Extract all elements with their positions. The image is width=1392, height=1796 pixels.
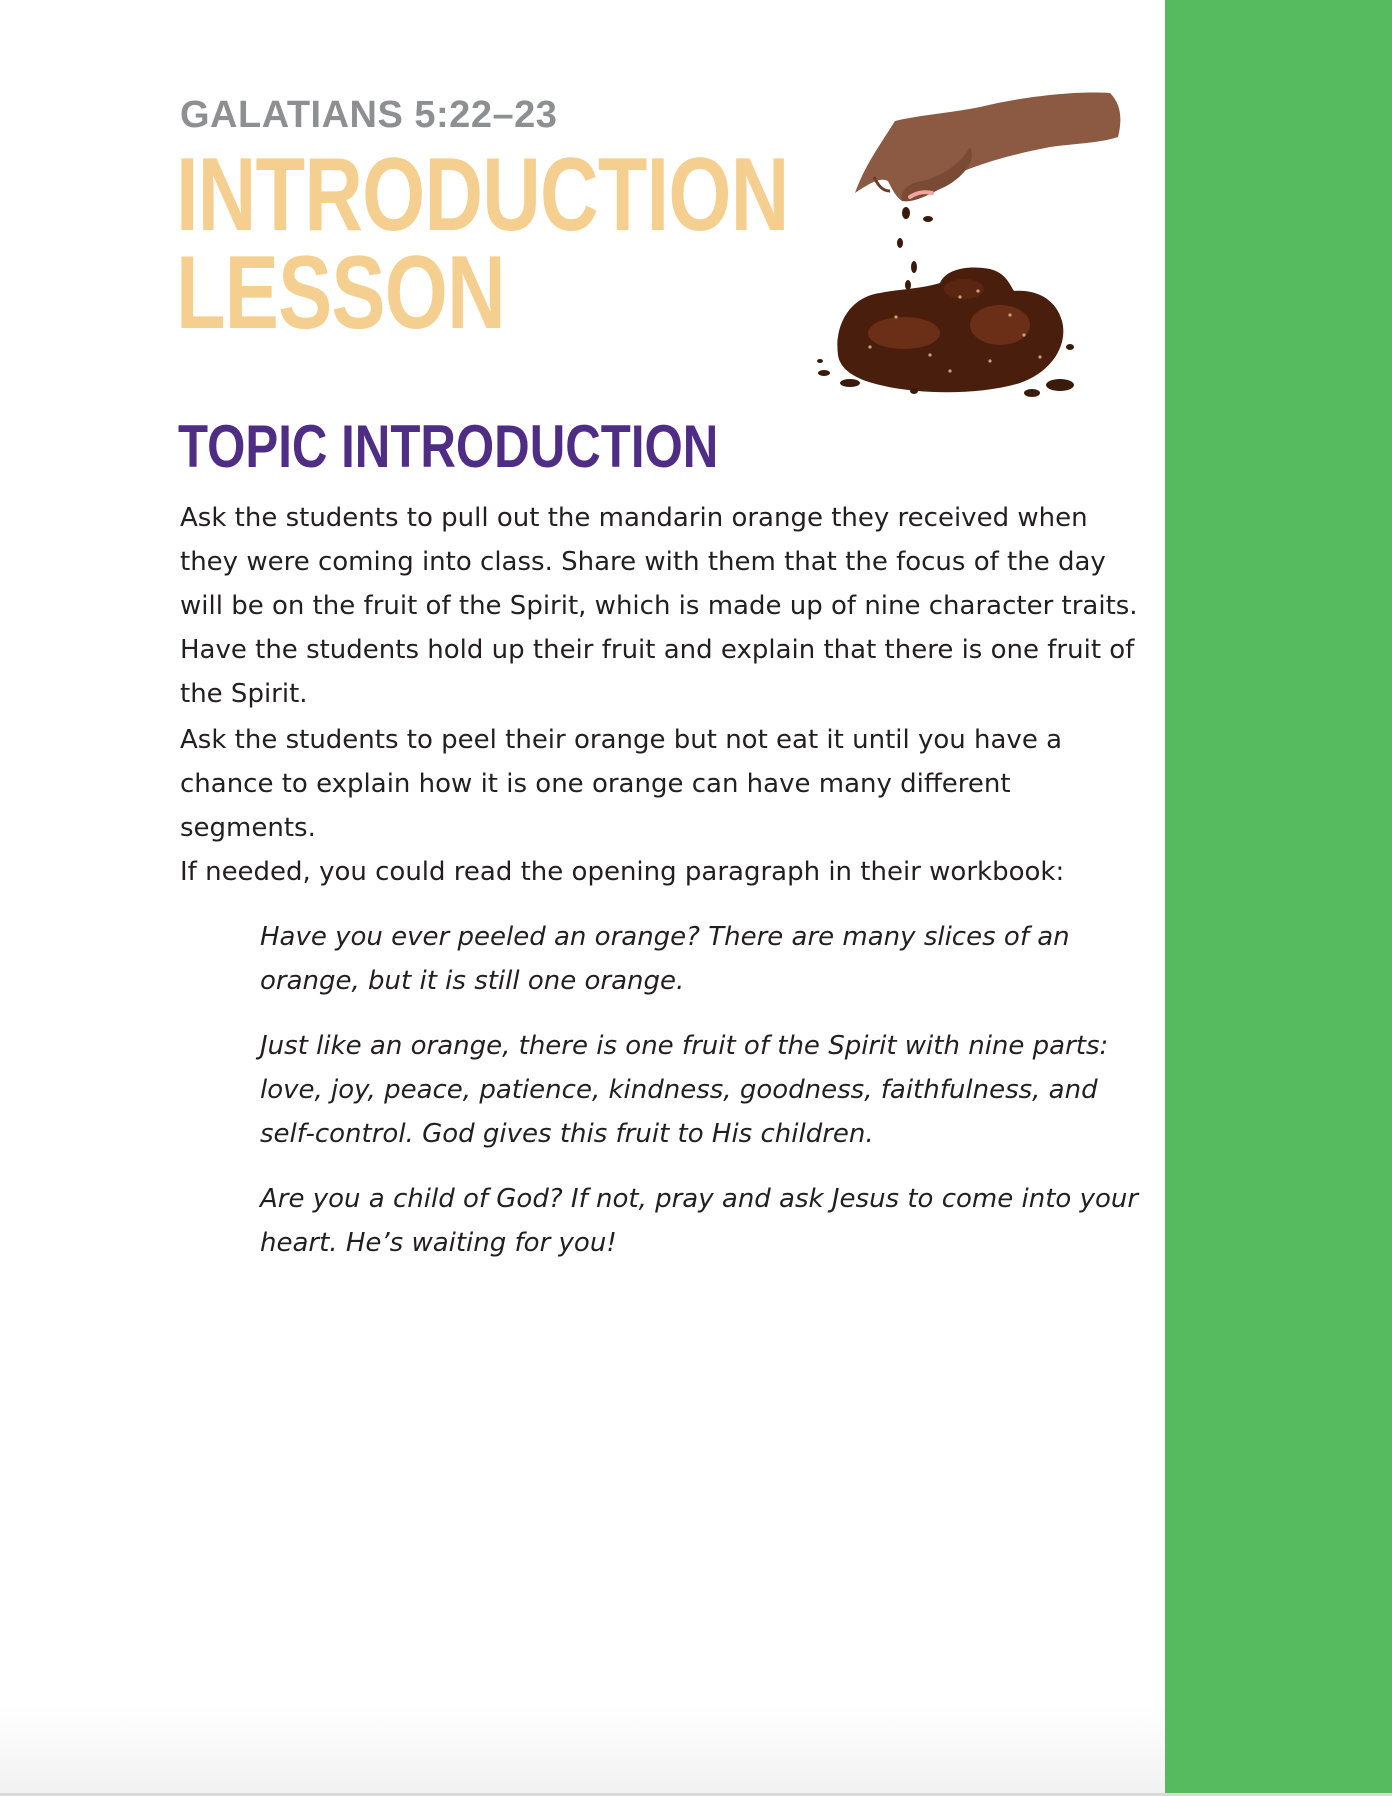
title-line-2: LESSON: [176, 235, 505, 351]
hand-icon: [855, 93, 1120, 201]
side-color-bar: [1165, 0, 1392, 1796]
paragraph-workbook: If needed, you could read the opening paragraph in their workbook:: [180, 857, 1065, 887]
workbook-quote-2: Just like an orange, there is one fruit of the Spirit with nine parts: love, joy, peace, patience, kindness, goodness, faithfulness, and self-control. God gives this fruit to His children.: [260, 1031, 1109, 1149]
paragraph-peel: Ask the students to peel their orange but not eat it until you have a chance to explain how it is one orange can have many different segments.: [180, 725, 1063, 843]
page-title: [176, 137, 789, 351]
hand-planting-seeds-icon: [810, 85, 1130, 405]
title-line-1: INTRODUCTION: [176, 137, 789, 253]
scripture-reference: GALATIANS 5:22–23: [180, 94, 558, 136]
workbook-quote-3: Are you a child of God? If not, pray and ask Jesus to come into your heart. He’s waiting for you!: [260, 1184, 1139, 1258]
paragraph-intro: Ask the students to pull out the mandarin orange they received when they were coming into class. Share with them that the focus of the day will be on the fruit of the Spirit, which is made up of nine character traits. Have the students hold up their fruit and explain that there is one fruit of the Spirit.: [180, 503, 1138, 709]
workbook-quote-1: Have you ever peeled an orange? There are many slices of an orange, but it is still one orange.: [260, 922, 1070, 996]
section-heading: TOPIC INTRODUCTION: [178, 413, 719, 480]
